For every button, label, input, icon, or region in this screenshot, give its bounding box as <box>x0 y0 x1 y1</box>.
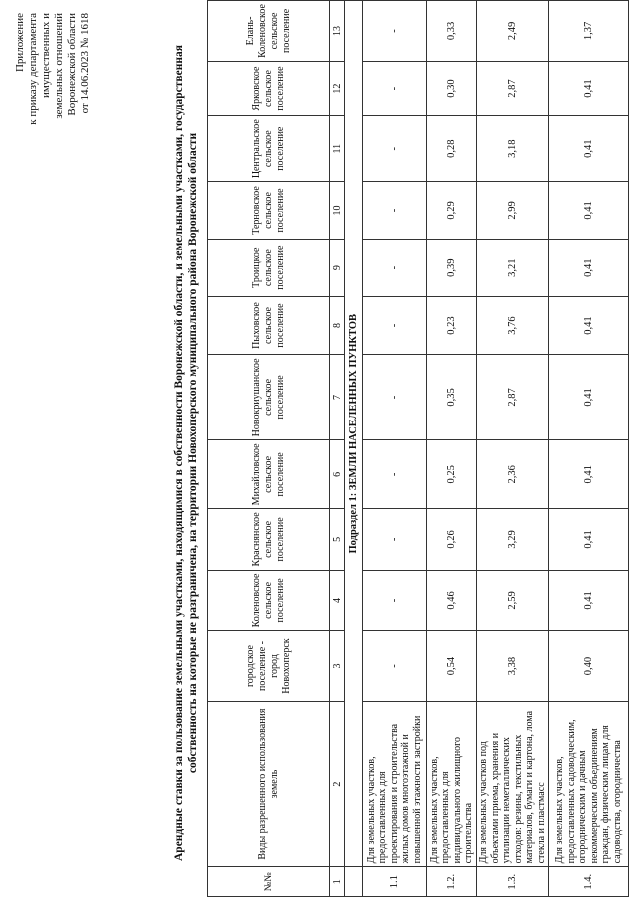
rate-cell: - <box>363 182 427 240</box>
row-description: Для земельных участков, предоставленных для проектирования и строительства жилых домов многоэтажной и повышенной этажности застройки <box>363 701 427 867</box>
column-number: 1 <box>330 867 345 897</box>
column-number: 7 <box>330 355 345 440</box>
rate-cell: - <box>363 239 427 296</box>
table-row <box>363 1 427 897</box>
header-cell: Новокриушанское сельское поселение <box>208 355 330 440</box>
column-number: 6 <box>330 440 345 509</box>
rate-cell: 0,41 <box>549 355 629 440</box>
row-number: 1.3. <box>477 867 549 897</box>
column-number-row <box>330 1 345 897</box>
rate-cell: - <box>363 1 427 62</box>
column-number: 8 <box>330 296 345 355</box>
appendix-line: от 14.06.2023 № 1618 <box>79 13 91 114</box>
header-cell: городское поселение - город Новохоперск <box>208 631 330 701</box>
rate-cell: 0,41 <box>549 509 629 570</box>
appendix-line: Приложение <box>14 13 26 73</box>
header-cell: Михайловское сельское поселение <box>208 440 330 509</box>
appendix-line: к приказу департамента <box>27 13 39 125</box>
rate-cell: - <box>363 296 427 355</box>
column-number: 9 <box>330 239 345 296</box>
rate-cell: 3,21 <box>477 239 549 296</box>
table-row <box>549 1 629 897</box>
rates-table <box>207 0 629 897</box>
rate-cell: 0,41 <box>549 570 629 631</box>
appendix-line: Воронежской области <box>66 13 78 116</box>
row-number: 1.1 <box>363 867 427 897</box>
rate-cell: 2,87 <box>477 61 549 115</box>
header-cell: Пыховское сельское поселение <box>208 296 330 355</box>
row-description: Для земельных участков под объектами приема, хранения и утилизации неметаллических отходов: резины, текстильных материалов, бумаги и картона, лома стекла и пластмасс <box>477 701 549 867</box>
rate-cell: 0,23 <box>427 296 477 355</box>
rate-cell: 0,41 <box>549 61 629 115</box>
rate-cell: 0,29 <box>427 182 477 240</box>
rate-cell: 0,30 <box>427 61 477 115</box>
rate-cell: 2,87 <box>477 355 549 440</box>
header-cell: Троицкое сельское поселение <box>208 239 330 296</box>
rate-cell: - <box>363 631 427 701</box>
header-cell: Терновское сельское поселение <box>208 182 330 240</box>
document-title: Арендные ставки за пользование земельными участками, находящимися в собственности Воронежской области, и земельными участками, государственная собственность на которые не разграничена, на территории Новохоперского муниципального района Воронежской области <box>173 45 199 861</box>
section-spacer <box>345 867 363 897</box>
rate-cell: - <box>363 61 427 115</box>
rate-cell: 3,38 <box>477 631 549 701</box>
rate-cell: 3,29 <box>477 509 549 570</box>
table-row <box>477 1 549 897</box>
rate-cell: 0,35 <box>427 355 477 440</box>
appendix-line: имущественных и <box>40 13 52 98</box>
header-cell: №№ <box>208 867 330 897</box>
rate-cell: 0,39 <box>427 239 477 296</box>
table-row <box>427 1 477 897</box>
appendix-block <box>14 13 92 173</box>
row-number: 1.2. <box>427 867 477 897</box>
column-number: 2 <box>330 701 345 867</box>
row-description: Для земельных участков, предоставленных для индивидуального жилищного строительства <box>427 701 477 867</box>
column-number: 3 <box>330 631 345 701</box>
column-number: 10 <box>330 182 345 240</box>
rate-cell: 2,49 <box>477 1 549 62</box>
header-cell: Елань-Коленовское сельское поселение <box>208 1 330 62</box>
rate-cell: 2,99 <box>477 182 549 240</box>
rate-cell: 0,41 <box>549 296 629 355</box>
rate-cell: 0,41 <box>549 440 629 509</box>
row-description: Для земельных участков, предоставленных садоводческим, огородническим и дачным некоммерческим объединениям граждан, физическим лицам для садоводства, огородничества <box>549 701 629 867</box>
rate-cell: - <box>363 116 427 182</box>
rate-cell: 3,18 <box>477 116 549 182</box>
appendix-line: земельных отношений <box>53 13 65 119</box>
rate-cell: - <box>363 509 427 570</box>
rate-cell: 0,40 <box>549 631 629 701</box>
rate-cell: - <box>363 440 427 509</box>
rate-cell: - <box>363 570 427 631</box>
rate-cell: 3,76 <box>477 296 549 355</box>
rate-cell: 0,46 <box>427 570 477 631</box>
rate-cell: 0,41 <box>549 239 629 296</box>
header-cell: Краснянское сельское поселение <box>208 509 330 570</box>
column-number: 12 <box>330 61 345 115</box>
rate-cell: - <box>363 355 427 440</box>
rate-cell: 0,41 <box>549 182 629 240</box>
rate-cell: 0,54 <box>427 631 477 701</box>
rate-cell: 1,37 <box>549 1 629 62</box>
column-number: 11 <box>330 116 345 182</box>
section-row <box>345 1 363 897</box>
row-number: 1.4. <box>549 867 629 897</box>
rate-cell: 0,33 <box>427 1 477 62</box>
header-row <box>208 1 330 897</box>
column-number: 4 <box>330 570 345 631</box>
rate-cell: 0,41 <box>549 116 629 182</box>
header-cell: Ярковское сельское поселение <box>208 61 330 115</box>
header-cell: Коленовское сельское поселение <box>208 570 330 631</box>
rate-cell: 0,26 <box>427 509 477 570</box>
section-title: Подраздел 1: ЗЕМЛИ НАСЕЛЕННЫХ ПУНКТОВ <box>345 1 363 867</box>
header-cell: Центральское сельское поселение <box>208 116 330 182</box>
column-number: 5 <box>330 509 345 570</box>
column-number: 13 <box>330 1 345 62</box>
rate-cell: 0,25 <box>427 440 477 509</box>
rate-cell: 2,36 <box>477 440 549 509</box>
rate-cell: 0,28 <box>427 116 477 182</box>
rate-cell: 2,59 <box>477 570 549 631</box>
header-cell: Виды разрешенного использования земель <box>208 701 330 867</box>
